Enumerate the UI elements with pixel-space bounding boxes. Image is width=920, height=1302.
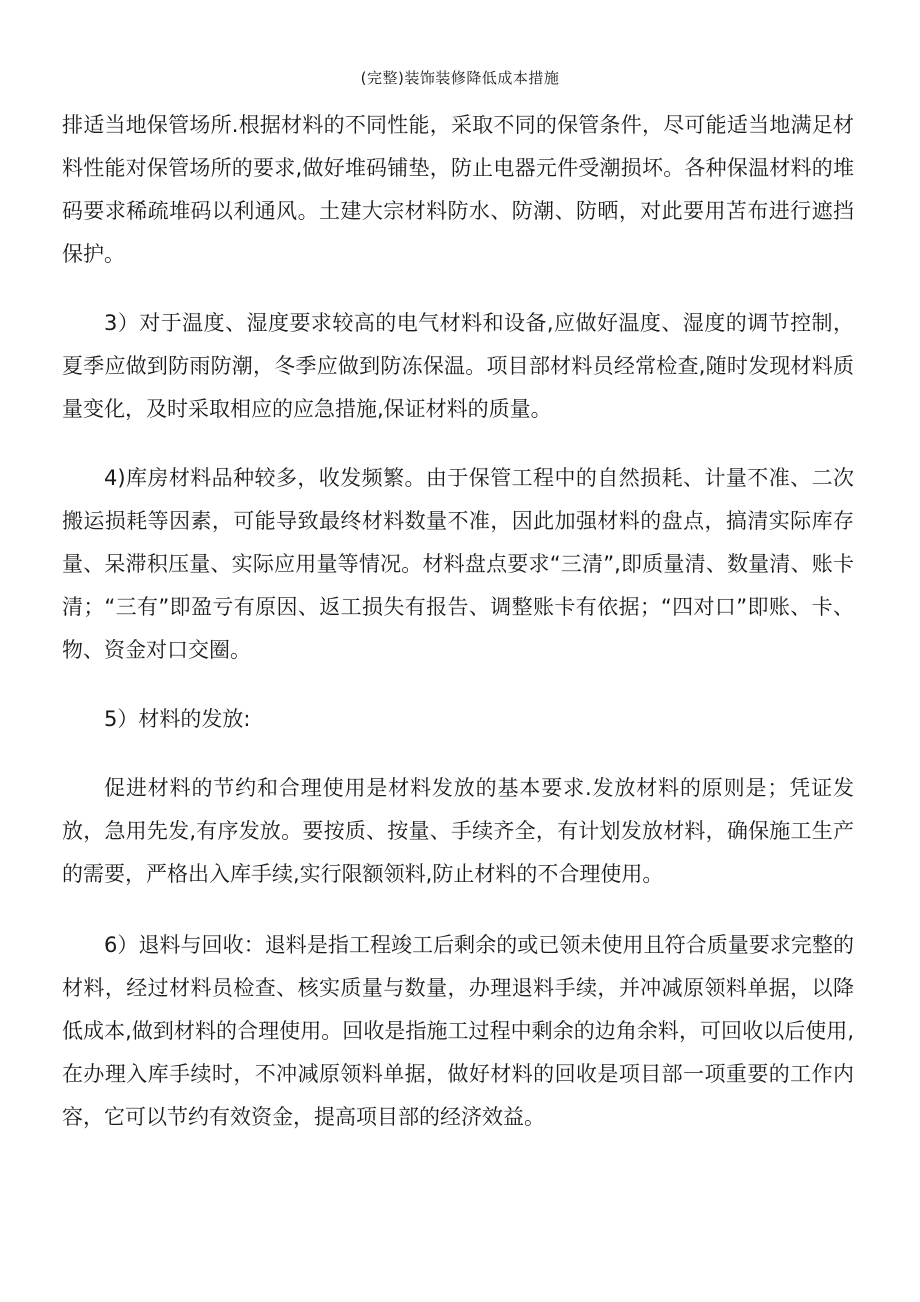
paragraph-temperature-humidity: 3）对于温度、湿度要求较高的电气材料和设备,应做好温度、湿度的调节控制，夏季应做到防雨防潮，冬季应做到防冻保温。项目部材料员经常检查,随时发现材料质量变化，及时采取相应的应急措施,保证材料的质量。 xyxy=(62,311,855,421)
paragraph-inventory-check: 4)库房材料品种较多，收发频繁。由于保管工程中的自然损耗、计量不准、二次搬运损耗等因素，可能导致最终材料数量不准，因此加强材料的盘点，搞清实际库存量、呆滞积压量、实际应用量等情况。材料盘点要求“三清”,即质量清、数量清、账卡清；“三有”即盈亏有原因、返工损失有报告、调整账卡有依据；“四对口”即账、卡、物、资金对口交圈。 xyxy=(62,466,854,662)
page-header-title: (完整)装饰装修降低成本措施 xyxy=(360,69,560,87)
paragraph-return-recovery: 6）退料与回收：退料是指工程竣工后剩余的或已领未使用且符合质量要求完整的材料，经过材料员检查、核实质量与数量，办理退料手续，并冲减原领料单据，以降低成本,做到材料的合理使用。回收是指施工过程中剩余的边角余料，可回收以后使用,在办理入库手续时，不冲减原领料单据，做好材料的回收是项目部一项重要的工作内容，它可以节约有效资金，提高项目部的经济效益。 xyxy=(62,933,854,1129)
paragraph-material-issue: 促进材料的节约和合理使用是材料发放的基本要求.发放材料的原则是；凭证发放，急用先发,有序发放。要按质、按量、手续齐全，有计划发放材料，确保施工生产的需要，严格出入库手续,实行限额领料,防止材料的不合理使用。 xyxy=(62,776,854,886)
document-body xyxy=(62,104,854,1139)
paragraph-material-issue-heading: 5）材料的发放: xyxy=(104,707,251,731)
paragraph-storage-location: 排适当地保管场所.根据材料的不同性能，采取不同的保管条件，尽可能适当地满足材料性能对保管场所的要求,做好堆码铺垫，防止电器元件受潮损坏。各种保温材料的堆码要求稀疏堆码以利通风。土建大宗材料防水、防潮、防晒，对此要用苫布进行遮挡保护。 xyxy=(62,113,855,266)
